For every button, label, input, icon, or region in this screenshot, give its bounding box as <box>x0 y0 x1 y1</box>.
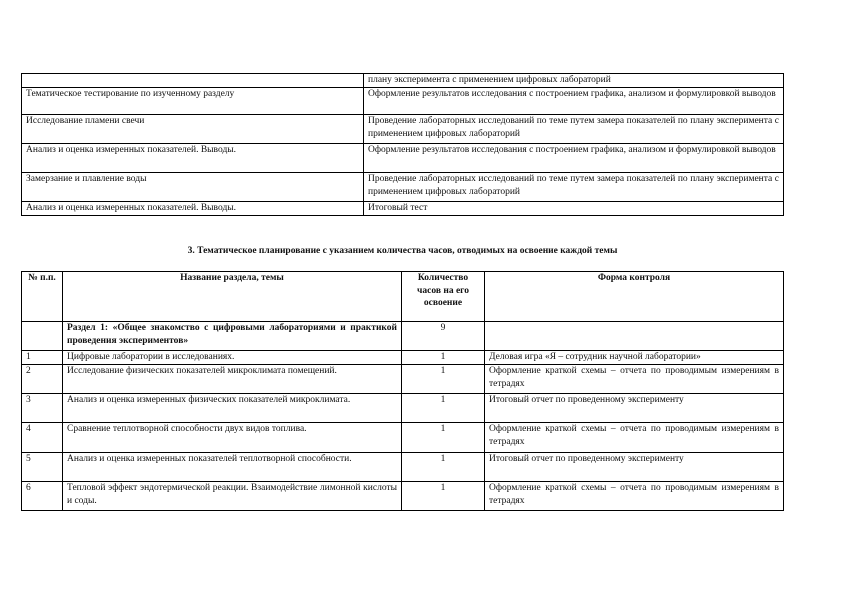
table-row <box>22 351 784 365</box>
topic-cell: Тепловой эффект эндотермической реакции. Взаимодействие лимонной кислоты и соды. <box>63 482 402 511</box>
table-row <box>22 482 784 511</box>
topic-cell: Тематическое тестирование по изученному разделу <box>22 88 364 115</box>
table-row <box>22 394 784 423</box>
col-header-topic: Название раздела, темы <box>63 272 402 322</box>
section-row <box>22 322 784 351</box>
control-form-cell: Оформление краткой схемы – отчета по проводимым измерениям в тетрадях <box>485 423 784 453</box>
hours-cell: 1 <box>402 453 485 482</box>
activity-cell: плану эксперимента с применением цифровых лабораторий <box>364 74 784 88</box>
topic-cell: Сравнение теплотворной способности двух видов топлива. <box>63 423 402 453</box>
activity-cell: Проведение лабораторных исследований по теме путем замера показателей по плану эксперимента с применением цифровых лабораторий <box>364 173 784 202</box>
table-row <box>22 144 784 173</box>
table-row <box>22 423 784 453</box>
hours-cell: 1 <box>402 394 485 423</box>
header-row <box>22 272 784 322</box>
row-num: 6 <box>22 482 63 511</box>
hours-cell: 1 <box>402 365 485 394</box>
thematic-plan-table <box>21 271 784 511</box>
hours-cell: 1 <box>402 482 485 511</box>
col-header-hours: Количество часов на его освоение <box>402 272 485 322</box>
row-num: 3 <box>22 394 63 423</box>
topic-cell: Анализ и оценка измеренных физических показателей микроклимата. <box>63 394 402 423</box>
activity-cell: Оформление результатов исследования с построением графика, анализом и формулировкой выводов <box>364 144 784 173</box>
section-title: Раздел 1: «Общее знакомство с цифровыми лабораториями и практикой проведения экспериментов» <box>63 322 402 351</box>
row-num: 1 <box>22 351 63 365</box>
col-header-form: Форма контроля <box>485 272 784 322</box>
col-header-num: № п.п. <box>22 272 63 322</box>
topic-cell: Исследование физических показателей микроклимата помещений. <box>63 365 402 394</box>
control-form-cell <box>485 322 784 351</box>
topic-cell: Цифровые лаборатории в исследованиях. <box>63 351 402 365</box>
control-form-cell: Деловая игра «Я – сотрудник научной лаборатории» <box>485 351 784 365</box>
control-form-cell: Оформление краткой схемы – отчета по проводимым измерениям в тетрадях <box>485 365 784 394</box>
topic-cell: Анализ и оценка измеренных показателей. Выводы. <box>22 144 364 173</box>
table-row <box>22 74 784 88</box>
control-form-cell: Оформление краткой схемы – отчета по проводимым измерениям в тетрадях <box>485 482 784 511</box>
control-form-cell: Итоговый отчет по проведенному эксперименту <box>485 453 784 482</box>
table-row <box>22 453 784 482</box>
row-num <box>22 322 63 351</box>
table-row <box>22 173 784 202</box>
table-row <box>22 115 784 144</box>
table-row <box>22 88 784 115</box>
hours-cell: 1 <box>402 423 485 453</box>
topic-cell: Анализ и оценка измеренных показателей. Выводы. <box>22 202 364 216</box>
control-form-cell: Итоговый отчет по проведенному эксперименту <box>485 394 784 423</box>
row-num: 2 <box>22 365 63 394</box>
topic-cell <box>22 74 364 88</box>
table-row <box>22 202 784 216</box>
row-num: 5 <box>22 453 63 482</box>
activity-cell: Проведение лабораторных исследований по теме путем замера показателей по плану эксперимента с применением цифровых лабораторий <box>364 115 784 144</box>
topic-cell: Анализ и оценка измеренных показателей теплотворной способности. <box>63 453 402 482</box>
activity-cell: Итоговый тест <box>364 202 784 216</box>
hours-cell: 9 <box>402 322 485 351</box>
table-row <box>22 365 784 394</box>
topic-cell: Исследование пламени свечи <box>22 115 364 144</box>
activities-table <box>21 73 784 216</box>
section-heading: 3. Тематическое планирование с указанием количества часов, отводимых на освоение каждой темы <box>187 246 618 256</box>
row-num: 4 <box>22 423 63 453</box>
topic-cell: Замерзание и плавление воды <box>22 173 364 202</box>
hours-cell: 1 <box>402 351 485 365</box>
activity-cell: Оформление результатов исследования с построением графика, анализом и формулировкой выводов <box>364 88 784 115</box>
